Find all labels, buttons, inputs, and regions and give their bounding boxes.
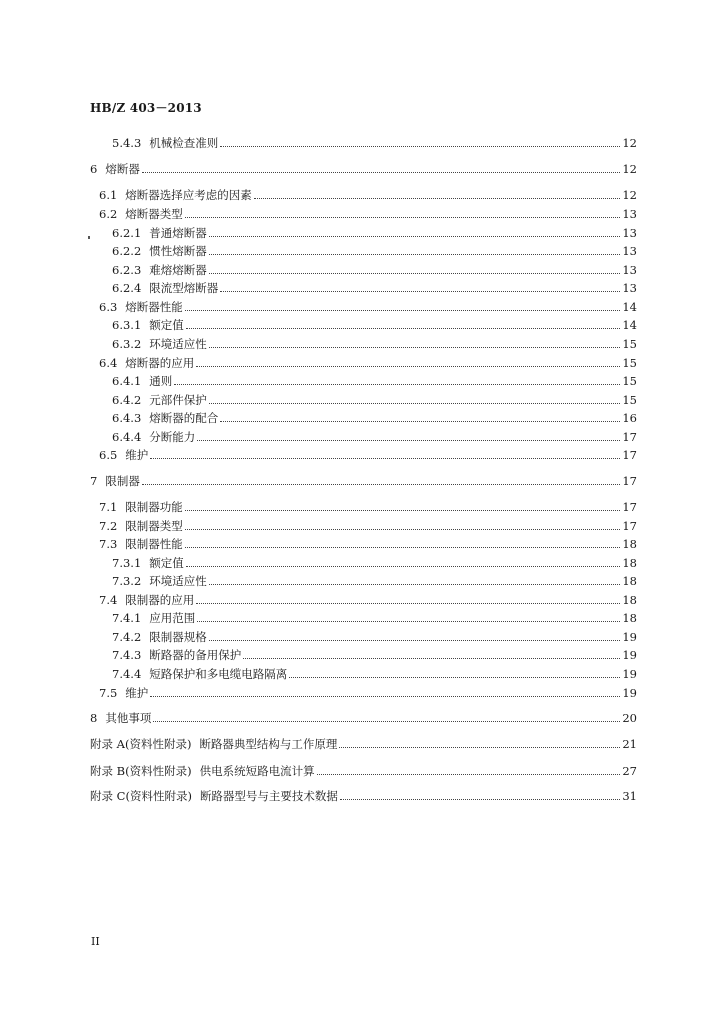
toc-entry-number: 6.2.4	[112, 281, 142, 295]
toc-leader-dots	[186, 566, 621, 567]
toc-leader-dots	[209, 403, 621, 404]
toc-leader-dots	[185, 310, 621, 311]
toc-entry-title: 熔断器性能	[125, 300, 183, 314]
toc-entry-title: 维护	[125, 686, 149, 700]
toc-entry-number: 6.4.4	[112, 430, 142, 444]
toc-leader-dots	[142, 172, 621, 173]
toc-entry	[112, 644, 637, 662]
toc-entry-page: 13	[622, 226, 637, 240]
toc-entry-page: 13	[622, 281, 637, 295]
toc-entry-number: 6.4.1	[112, 374, 142, 388]
toc-entry-page: 18	[622, 611, 637, 625]
toc-entry-page: 18	[622, 574, 637, 588]
toc-entry-number: 附录 A(资料性附录)	[90, 737, 192, 751]
toc-entry-page: 27	[622, 764, 637, 778]
toc-entry-number: 6.2	[99, 207, 118, 221]
toc-entry-number: 6.3.2	[112, 337, 142, 351]
toc-leader-dots	[185, 547, 621, 548]
toc-leader-dots	[317, 774, 621, 775]
toc-entry-title: 元部件保护	[149, 393, 207, 407]
toc-entry-page: 18	[622, 556, 637, 570]
toc-entry-page: 13	[622, 263, 637, 277]
toc-entry	[112, 222, 637, 240]
toc-leader-dots	[150, 696, 620, 697]
toc-entry-number: 7.2	[99, 519, 118, 533]
toc-entry-page: 19	[622, 686, 637, 700]
toc-entry-number: 6.3	[99, 300, 118, 314]
toc-leader-dots	[142, 484, 621, 485]
toc-entry-title: 机械检查准则	[149, 136, 219, 150]
toc-entry-title: 限流型熔断器	[149, 281, 219, 295]
toc-leader-dots	[289, 677, 620, 678]
toc-entry-number: 7.4.2	[112, 630, 142, 644]
toc-entry	[112, 314, 637, 332]
toc-entry	[99, 515, 637, 533]
toc-leader-dots	[185, 510, 621, 511]
toc-entry-number: 6.4.2	[112, 393, 142, 407]
toc-entry-number: 附录 C(资料性附录)	[90, 789, 192, 803]
toc-entry-number: 8	[90, 711, 98, 725]
toc-entry-title: 额定值	[149, 318, 184, 332]
toc-leader-dots	[150, 458, 620, 459]
toc-entry-title: 熔断器	[105, 162, 140, 176]
toc-entry	[99, 184, 637, 202]
toc-entry	[112, 240, 637, 258]
toc-leader-dots	[196, 366, 620, 367]
toc-entry-title: 断路器的备用保护	[149, 648, 242, 662]
toc-leader-dots	[209, 640, 621, 641]
toc-entry-title: 限制器规格	[149, 630, 207, 644]
toc-entry-number: 7.3	[99, 537, 118, 551]
toc-leader-dots	[209, 347, 621, 348]
toc-entry-title: 供电系统短路电流计算	[199, 764, 315, 778]
toc-leader-dots	[197, 621, 620, 622]
toc-entry-number: 5.4.3	[112, 136, 142, 150]
toc-leader-dots	[185, 217, 621, 218]
toc-entry-page: 15	[622, 356, 637, 370]
toc-entry	[112, 333, 637, 351]
toc-leader-dots	[153, 721, 620, 722]
toc-entry	[99, 589, 637, 607]
toc-entry-title: 分断能力	[149, 430, 196, 444]
toc-entry	[112, 370, 637, 388]
toc-entry-title: 通则	[149, 374, 173, 388]
toc-entry-page: 13	[622, 244, 637, 258]
toc-entry-number: 7.5	[99, 686, 118, 700]
toc-leader-dots	[339, 747, 620, 748]
toc-entry	[90, 707, 637, 725]
toc-leader-dots	[174, 384, 620, 385]
toc-leader-dots	[254, 198, 621, 199]
toc-entry-page: 15	[622, 374, 637, 388]
toc-entry	[99, 682, 637, 700]
toc-entry-number: 7.4	[99, 593, 118, 607]
toc-leader-dots	[197, 440, 620, 441]
toc-leader-dots	[209, 584, 621, 585]
toc-entry-page: 18	[622, 537, 637, 551]
toc-entry	[90, 470, 637, 488]
toc-entry	[99, 296, 637, 314]
toc-entry-page: 16	[622, 411, 637, 425]
toc-entry	[99, 352, 637, 370]
toc-leader-dots	[196, 603, 620, 604]
toc-entry-page: 19	[622, 648, 637, 662]
toc-leader-dots	[185, 529, 621, 530]
toc-entry-title: 普通熔断器	[149, 226, 207, 240]
toc-entry-page: 14	[622, 300, 637, 314]
toc-entry-number: 6.1	[99, 188, 118, 202]
toc-entry-title: 熔断器类型	[125, 207, 183, 221]
toc-entry-title: 熔断器选择应考虑的因素	[125, 188, 252, 202]
toc-entry-number: 7.4.1	[112, 611, 142, 625]
toc-entry-number: 6.2.1	[112, 226, 142, 240]
toc-entry	[112, 259, 637, 277]
toc-entry-page: 17	[622, 474, 637, 488]
toc-entry-page: 17	[622, 519, 637, 533]
toc-entry-number: 6.2.2	[112, 244, 142, 258]
toc-entry-page: 31	[622, 789, 637, 803]
toc-entry-number: 附录 B(资料性附录)	[90, 764, 192, 778]
toc-entry	[112, 277, 637, 295]
toc-entry	[112, 426, 637, 444]
toc-entry-title: 环境适应性	[149, 337, 207, 351]
toc-entry-page: 12	[622, 162, 637, 176]
toc-entry-number: 6.2.3	[112, 263, 142, 277]
toc-entry-title: 熔断器的应用	[125, 356, 195, 370]
toc-entry	[99, 533, 637, 551]
toc-entry-number: 7.4.3	[112, 648, 142, 662]
toc-entry-title: 其他事项	[105, 711, 152, 725]
toc-entry	[112, 626, 637, 644]
toc-leader-dots	[220, 291, 620, 292]
toc-leader-dots	[186, 328, 621, 329]
toc-entry-page: 19	[622, 630, 637, 644]
toc-entry-number: 6.5	[99, 448, 118, 462]
toc-entry-number: 6	[90, 162, 98, 176]
toc-entry	[90, 760, 637, 778]
toc-entry	[112, 407, 637, 425]
toc-entry	[90, 785, 637, 803]
toc-leader-dots	[243, 658, 620, 659]
toc-entry	[99, 444, 637, 462]
toc-entry-title: 限制器的应用	[125, 593, 195, 607]
toc-leader-dots	[220, 146, 620, 147]
toc-entry-page: 13	[622, 207, 637, 221]
toc-leader-dots	[209, 236, 621, 237]
toc-entry-title: 维护	[125, 448, 149, 462]
toc-leader-dots	[209, 273, 621, 274]
toc-entry	[112, 570, 637, 588]
page-number: II	[91, 935, 100, 948]
toc-entry-title: 应用范围	[149, 611, 196, 625]
toc-entry-page: 14	[622, 318, 637, 332]
toc-entry-title: 环境适应性	[149, 574, 207, 588]
toc-leader-dots	[220, 421, 620, 422]
toc-entry-page: 15	[622, 393, 637, 407]
toc-entry-number: 6.4.3	[112, 411, 142, 425]
toc-entry-number: 7	[90, 474, 98, 488]
toc-entry-number: 6.3.1	[112, 318, 142, 332]
toc-entry-number: 7.4.4	[112, 667, 142, 681]
toc-entry-page: 21	[622, 737, 637, 751]
toc-entry	[90, 158, 637, 176]
toc-entry	[99, 496, 637, 514]
toc-entry-page: 15	[622, 337, 637, 351]
toc-entry-number: 7.3.2	[112, 574, 142, 588]
document-id: HB/Z 403－2013	[90, 101, 202, 115]
toc-entry-title: 熔断器的配合	[149, 411, 219, 425]
toc-entry-title: 限制器类型	[125, 519, 183, 533]
toc-entry-title: 难熔熔断器	[149, 263, 207, 277]
toc-entry	[90, 733, 637, 751]
toc-leader-dots	[340, 799, 620, 800]
toc-entry	[112, 607, 637, 625]
toc-entry-title: 断路器型号与主要技术数据	[199, 789, 338, 803]
toc-entry-title: 惯性熔断器	[149, 244, 207, 258]
toc-entry	[112, 552, 637, 570]
stray-mark	[88, 236, 90, 239]
toc-entry-number: 7.3.1	[112, 556, 142, 570]
toc-entry-page: 20	[622, 711, 637, 725]
toc-entry	[112, 663, 637, 681]
toc-entry-number: 7.1	[99, 500, 118, 514]
toc-entry-page: 17	[622, 448, 637, 462]
toc-entry-page: 12	[622, 188, 637, 202]
toc-entry-title: 额定值	[149, 556, 184, 570]
toc-entry-page: 12	[622, 136, 637, 150]
toc-entry-title: 限制器功能	[125, 500, 183, 514]
toc-entry-page: 19	[622, 667, 637, 681]
toc-entry	[99, 203, 637, 221]
toc-entry	[112, 132, 637, 150]
toc-entry-page: 17	[622, 430, 637, 444]
toc-entry-title: 短路保护和多电缆电路隔离	[149, 667, 288, 681]
toc-entry-title: 限制器	[105, 474, 140, 488]
toc-entry-title: 限制器性能	[125, 537, 183, 551]
toc-entry-number: 6.4	[99, 356, 118, 370]
toc-entry-title: 断路器典型结构与工作原理	[199, 737, 338, 751]
toc-entry-page: 18	[622, 593, 637, 607]
toc-entry	[112, 389, 637, 407]
toc-entry-page: 17	[622, 500, 637, 514]
toc-leader-dots	[209, 254, 621, 255]
